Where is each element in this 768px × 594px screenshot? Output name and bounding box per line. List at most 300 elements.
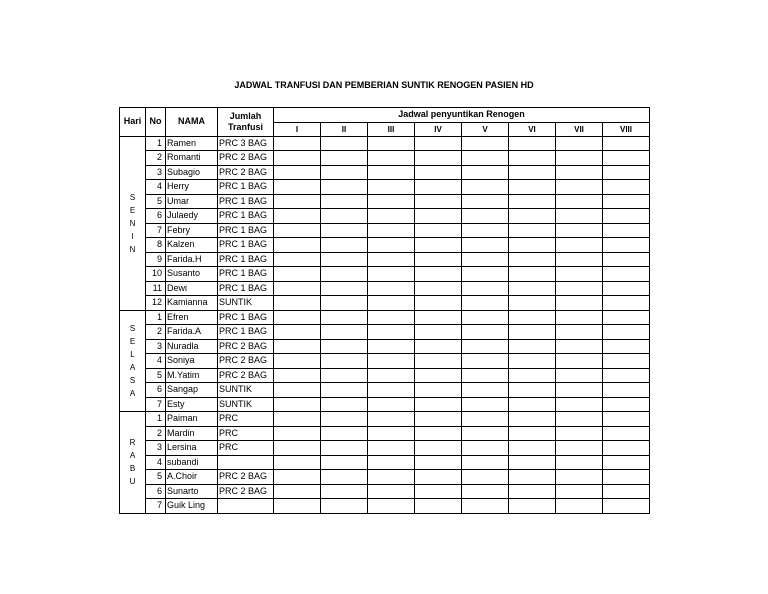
- schedule-cell[interactable]: [415, 412, 462, 427]
- schedule-cell[interactable]: [603, 339, 650, 354]
- schedule-cell[interactable]: [556, 339, 603, 354]
- schedule-cell[interactable]: [462, 499, 509, 514]
- transfusion-amount: SUNTIK: [218, 296, 274, 311]
- schedule-cell[interactable]: [603, 165, 650, 180]
- schedule-cell[interactable]: [603, 470, 650, 485]
- row-number: 3: [146, 165, 166, 180]
- schedule-cell[interactable]: [415, 209, 462, 224]
- table-row: [120, 151, 650, 166]
- schedule-cell[interactable]: [603, 194, 650, 209]
- schedule-cell[interactable]: [274, 397, 321, 412]
- table-row: [120, 180, 650, 195]
- header-roman-3: III: [368, 122, 415, 136]
- schedule-table: [119, 107, 650, 514]
- schedule-cell[interactable]: [321, 151, 368, 166]
- transfusion-amount: PRC 1 BAG: [218, 267, 274, 282]
- schedule-cell[interactable]: [368, 412, 415, 427]
- transfusion-amount: PRC 2 BAG: [218, 165, 274, 180]
- schedule-cell[interactable]: [603, 310, 650, 325]
- schedule-cell[interactable]: [509, 339, 556, 354]
- patient-name: Mardin: [166, 426, 218, 441]
- schedule-cell[interactable]: [509, 223, 556, 238]
- transfusion-amount: PRC 1 BAG: [218, 223, 274, 238]
- day-letter: S: [129, 192, 136, 202]
- schedule-cell[interactable]: [368, 136, 415, 151]
- schedule-cell[interactable]: [556, 455, 603, 470]
- schedule-cell[interactable]: [415, 296, 462, 311]
- schedule-cell[interactable]: [462, 223, 509, 238]
- transfusion-amount: PRC 3 BAG: [218, 136, 274, 151]
- schedule-cell[interactable]: [415, 484, 462, 499]
- transfusion-amount: PRC: [218, 412, 274, 427]
- row-number: 1: [146, 136, 166, 151]
- table-row: [120, 484, 650, 499]
- schedule-cell[interactable]: [556, 281, 603, 296]
- schedule-cell[interactable]: [415, 383, 462, 398]
- schedule-cell[interactable]: [462, 325, 509, 340]
- schedule-cell[interactable]: [274, 267, 321, 282]
- schedule-cell[interactable]: [321, 484, 368, 499]
- row-number: 6: [146, 209, 166, 224]
- schedule-cell[interactable]: [556, 267, 603, 282]
- header-jumlah-line1: Jumlah: [229, 110, 262, 121]
- schedule-cell[interactable]: [321, 180, 368, 195]
- row-number: 12: [146, 296, 166, 311]
- schedule-cell[interactable]: [274, 281, 321, 296]
- schedule-cell[interactable]: [509, 412, 556, 427]
- patient-name: Lersina: [166, 441, 218, 456]
- schedule-cell[interactable]: [509, 397, 556, 412]
- row-number: 5: [146, 368, 166, 383]
- transfusion-amount: PRC 2 BAG: [218, 354, 274, 369]
- schedule-cell[interactable]: [321, 426, 368, 441]
- schedule-cell[interactable]: [321, 412, 368, 427]
- schedule-cell[interactable]: [556, 136, 603, 151]
- schedule-cell[interactable]: [603, 368, 650, 383]
- schedule-cell[interactable]: [462, 383, 509, 398]
- schedule-cell[interactable]: [415, 223, 462, 238]
- schedule-cell[interactable]: [368, 426, 415, 441]
- row-number: 2: [146, 325, 166, 340]
- schedule-cell[interactable]: [603, 180, 650, 195]
- patient-name: Sunarto: [166, 484, 218, 499]
- schedule-cell[interactable]: [509, 165, 556, 180]
- schedule-cell[interactable]: [509, 368, 556, 383]
- schedule-cell[interactable]: [415, 252, 462, 267]
- transfusion-amount: [218, 455, 274, 470]
- schedule-cell[interactable]: [368, 339, 415, 354]
- schedule-cell[interactable]: [415, 455, 462, 470]
- schedule-cell[interactable]: [556, 368, 603, 383]
- day-label: [120, 136, 146, 310]
- schedule-cell[interactable]: [321, 223, 368, 238]
- schedule-cell[interactable]: [274, 296, 321, 311]
- schedule-cell[interactable]: [462, 339, 509, 354]
- schedule-cell[interactable]: [274, 325, 321, 340]
- schedule-cell[interactable]: [603, 296, 650, 311]
- schedule-cell[interactable]: [556, 412, 603, 427]
- schedule-cell[interactable]: [462, 426, 509, 441]
- schedule-cell[interactable]: [509, 310, 556, 325]
- schedule-cell[interactable]: [415, 354, 462, 369]
- table-row: [120, 296, 650, 311]
- header-jadwal: Jadwal penyuntikan Renogen: [274, 108, 650, 123]
- schedule-cell[interactable]: [556, 325, 603, 340]
- schedule-cell[interactable]: [603, 151, 650, 166]
- schedule-cell[interactable]: [415, 310, 462, 325]
- schedule-cell[interactable]: [368, 223, 415, 238]
- schedule-cell[interactable]: [462, 368, 509, 383]
- schedule-cell[interactable]: [462, 281, 509, 296]
- row-number: 2: [146, 151, 166, 166]
- schedule-cell[interactable]: [321, 441, 368, 456]
- schedule-cell[interactable]: [509, 252, 556, 267]
- schedule-cell[interactable]: [368, 281, 415, 296]
- header-row: [120, 108, 650, 123]
- schedule-cell[interactable]: [274, 310, 321, 325]
- schedule-cell[interactable]: [415, 238, 462, 253]
- schedule-cell[interactable]: [274, 383, 321, 398]
- schedule-cell[interactable]: [509, 383, 556, 398]
- schedule-cell[interactable]: [415, 165, 462, 180]
- schedule-cell[interactable]: [368, 499, 415, 514]
- table-row: [120, 136, 650, 151]
- schedule-cell[interactable]: [368, 484, 415, 499]
- schedule-cell[interactable]: [274, 441, 321, 456]
- row-number: 6: [146, 383, 166, 398]
- schedule-cell[interactable]: [603, 252, 650, 267]
- schedule-cell[interactable]: [368, 180, 415, 195]
- schedule-cell[interactable]: [462, 252, 509, 267]
- schedule-cell[interactable]: [462, 296, 509, 311]
- day-label: [120, 412, 146, 514]
- schedule-cell[interactable]: [415, 180, 462, 195]
- patient-name: Paiman: [166, 412, 218, 427]
- table-row: [120, 470, 650, 485]
- schedule-cell[interactable]: [274, 238, 321, 253]
- schedule-cell[interactable]: [556, 383, 603, 398]
- schedule-cell[interactable]: [321, 354, 368, 369]
- schedule-cell[interactable]: [368, 151, 415, 166]
- schedule-cell[interactable]: [415, 281, 462, 296]
- schedule-cell[interactable]: [603, 209, 650, 224]
- schedule-cell[interactable]: [274, 252, 321, 267]
- schedule-cell[interactable]: [556, 252, 603, 267]
- transfusion-amount: PRC 1 BAG: [218, 209, 274, 224]
- patient-name: Umar: [166, 194, 218, 209]
- schedule-cell[interactable]: [509, 136, 556, 151]
- schedule-cell[interactable]: [321, 136, 368, 151]
- schedule-cell[interactable]: [556, 209, 603, 224]
- patient-name: Efren: [166, 310, 218, 325]
- transfusion-amount: PRC 1 BAG: [218, 310, 274, 325]
- schedule-cell[interactable]: [509, 354, 556, 369]
- row-number: 10: [146, 267, 166, 282]
- schedule-cell[interactable]: [462, 412, 509, 427]
- schedule-cell[interactable]: [321, 499, 368, 514]
- day-letter: R: [129, 438, 136, 448]
- schedule-cell[interactable]: [368, 194, 415, 209]
- schedule-cell[interactable]: [274, 368, 321, 383]
- table-row: [120, 354, 650, 369]
- row-number: 4: [146, 354, 166, 369]
- schedule-cell[interactable]: [603, 238, 650, 253]
- day-letter: A: [129, 451, 136, 461]
- schedule-cell[interactable]: [462, 310, 509, 325]
- schedule-cell[interactable]: [415, 441, 462, 456]
- schedule-cell[interactable]: [509, 455, 556, 470]
- schedule-cell[interactable]: [274, 484, 321, 499]
- schedule-cell[interactable]: [603, 223, 650, 238]
- table-row: [120, 310, 650, 325]
- schedule-cell[interactable]: [415, 426, 462, 441]
- schedule-cell[interactable]: [556, 194, 603, 209]
- schedule-cell[interactable]: [321, 194, 368, 209]
- schedule-cell[interactable]: [509, 238, 556, 253]
- schedule-cell[interactable]: [368, 383, 415, 398]
- schedule-cell[interactable]: [509, 194, 556, 209]
- schedule-cell[interactable]: [274, 426, 321, 441]
- schedule-cell[interactable]: [368, 267, 415, 282]
- schedule-cell[interactable]: [274, 412, 321, 427]
- schedule-cell[interactable]: [509, 281, 556, 296]
- transfusion-amount: SUNTIK: [218, 397, 274, 412]
- table-row: [120, 209, 650, 224]
- schedule-cell[interactable]: [321, 267, 368, 282]
- schedule-cell[interactable]: [603, 383, 650, 398]
- transfusion-amount: PRC 2 BAG: [218, 484, 274, 499]
- schedule-cell[interactable]: [603, 412, 650, 427]
- table-row: [120, 397, 650, 412]
- schedule-cell[interactable]: [368, 397, 415, 412]
- schedule-cell[interactable]: [462, 484, 509, 499]
- day-letter: A: [129, 362, 136, 372]
- header-roman-6: VI: [509, 122, 556, 136]
- schedule-cell[interactable]: [321, 252, 368, 267]
- schedule-cell[interactable]: [415, 499, 462, 514]
- schedule-cell[interactable]: [274, 209, 321, 224]
- schedule-cell[interactable]: [274, 470, 321, 485]
- header-nama: NAMA: [166, 108, 218, 137]
- schedule-cell[interactable]: [368, 296, 415, 311]
- schedule-cell[interactable]: [368, 470, 415, 485]
- table-row: [120, 223, 650, 238]
- schedule-cell[interactable]: [274, 194, 321, 209]
- schedule-cell[interactable]: [274, 223, 321, 238]
- schedule-cell[interactable]: [603, 455, 650, 470]
- row-number: 1: [146, 310, 166, 325]
- schedule-cell[interactable]: [321, 310, 368, 325]
- transfusion-amount: PRC 1 BAG: [218, 325, 274, 340]
- schedule-cell[interactable]: [321, 165, 368, 180]
- schedule-cell[interactable]: [321, 281, 368, 296]
- transfusion-amount: PRC 1 BAG: [218, 180, 274, 195]
- schedule-cell[interactable]: [368, 354, 415, 369]
- schedule-cell[interactable]: [556, 180, 603, 195]
- schedule-cell[interactable]: [321, 238, 368, 253]
- table-row: [120, 281, 650, 296]
- schedule-cell[interactable]: [415, 325, 462, 340]
- schedule-cell[interactable]: [556, 499, 603, 514]
- schedule-cell[interactable]: [462, 165, 509, 180]
- schedule-cell[interactable]: [603, 136, 650, 151]
- schedule-cell[interactable]: [321, 397, 368, 412]
- schedule-cell[interactable]: [556, 238, 603, 253]
- transfusion-amount: PRC: [218, 441, 274, 456]
- schedule-cell[interactable]: [274, 339, 321, 354]
- transfusion-amount: PRC 2 BAG: [218, 368, 274, 383]
- schedule-cell[interactable]: [509, 180, 556, 195]
- row-number: 5: [146, 470, 166, 485]
- schedule-cell[interactable]: [603, 354, 650, 369]
- table-row: [120, 499, 650, 514]
- row-number: 9: [146, 252, 166, 267]
- schedule-cell[interactable]: [462, 455, 509, 470]
- schedule-cell[interactable]: [321, 368, 368, 383]
- schedule-cell[interactable]: [603, 397, 650, 412]
- schedule-cell[interactable]: [415, 151, 462, 166]
- schedule-cell[interactable]: [368, 441, 415, 456]
- schedule-cell[interactable]: [274, 499, 321, 514]
- schedule-cell[interactable]: [368, 252, 415, 267]
- day-letter: B: [129, 464, 136, 474]
- schedule-cell[interactable]: [509, 267, 556, 282]
- schedule-cell[interactable]: [509, 296, 556, 311]
- patient-name: Dewi: [166, 281, 218, 296]
- schedule-cell[interactable]: [556, 296, 603, 311]
- schedule-cell[interactable]: [321, 383, 368, 398]
- schedule-cell[interactable]: [274, 165, 321, 180]
- patient-name: Febry: [166, 223, 218, 238]
- schedule-cell[interactable]: [462, 397, 509, 412]
- schedule-cell[interactable]: [509, 325, 556, 340]
- schedule-cell[interactable]: [509, 426, 556, 441]
- schedule-cell[interactable]: [321, 455, 368, 470]
- schedule-cell[interactable]: [462, 209, 509, 224]
- table-row: [120, 412, 650, 427]
- schedule-cell[interactable]: [274, 354, 321, 369]
- schedule-cell[interactable]: [556, 397, 603, 412]
- schedule-cell[interactable]: [556, 165, 603, 180]
- table-row: [120, 426, 650, 441]
- transfusion-amount: PRC 2 BAG: [218, 151, 274, 166]
- schedule-cell[interactable]: [462, 441, 509, 456]
- transfusion-amount: [218, 499, 274, 514]
- schedule-cell[interactable]: [462, 180, 509, 195]
- table-row: [120, 339, 650, 354]
- patient-name: Romanti: [166, 151, 218, 166]
- day-letter: I: [131, 231, 134, 241]
- schedule-cell[interactable]: [462, 194, 509, 209]
- row-number: 3: [146, 339, 166, 354]
- row-number: 7: [146, 223, 166, 238]
- schedule-cell[interactable]: [321, 325, 368, 340]
- patient-name: Subagio: [166, 165, 218, 180]
- header-roman-8: VIII: [603, 122, 650, 136]
- schedule-cell[interactable]: [509, 441, 556, 456]
- transfusion-amount: PRC 1 BAG: [218, 281, 274, 296]
- patient-name: subandi: [166, 455, 218, 470]
- schedule-cell[interactable]: [556, 151, 603, 166]
- schedule-cell[interactable]: [603, 281, 650, 296]
- schedule-cell[interactable]: [556, 310, 603, 325]
- schedule-cell[interactable]: [556, 426, 603, 441]
- transfusion-amount: SUNTIK: [218, 383, 274, 398]
- schedule-cell[interactable]: [321, 209, 368, 224]
- row-number: 7: [146, 397, 166, 412]
- schedule-cell[interactable]: [509, 209, 556, 224]
- schedule-cell[interactable]: [274, 136, 321, 151]
- table-row: [120, 383, 650, 398]
- schedule-cell[interactable]: [368, 165, 415, 180]
- schedule-cell[interactable]: [556, 484, 603, 499]
- schedule-cell[interactable]: [415, 194, 462, 209]
- day-letter: E: [129, 336, 136, 346]
- schedule-cell[interactable]: [603, 325, 650, 340]
- schedule-cell[interactable]: [462, 470, 509, 485]
- schedule-cell[interactable]: [321, 470, 368, 485]
- schedule-cell[interactable]: [462, 238, 509, 253]
- schedule-cell[interactable]: [415, 267, 462, 282]
- table-row: [120, 325, 650, 340]
- schedule-cell[interactable]: [368, 238, 415, 253]
- schedule-cell[interactable]: [368, 368, 415, 383]
- schedule-cell[interactable]: [556, 470, 603, 485]
- schedule-cell[interactable]: [603, 499, 650, 514]
- schedule-cell[interactable]: [556, 223, 603, 238]
- schedule-cell[interactable]: [556, 441, 603, 456]
- schedule-cell[interactable]: [368, 325, 415, 340]
- schedule-cell[interactable]: [368, 310, 415, 325]
- schedule-cell[interactable]: [274, 151, 321, 166]
- header-roman-5: V: [462, 122, 509, 136]
- schedule-cell[interactable]: [274, 180, 321, 195]
- schedule-cell[interactable]: [321, 296, 368, 311]
- schedule-cell[interactable]: [415, 470, 462, 485]
- schedule-cell[interactable]: [556, 354, 603, 369]
- schedule-cell[interactable]: [462, 267, 509, 282]
- schedule-cell[interactable]: [462, 354, 509, 369]
- day-letter: N: [129, 218, 136, 228]
- schedule-cell[interactable]: [274, 455, 321, 470]
- schedule-cell[interactable]: [603, 426, 650, 441]
- schedule-cell[interactable]: [368, 209, 415, 224]
- schedule-cell[interactable]: [603, 484, 650, 499]
- schedule-cell[interactable]: [603, 267, 650, 282]
- schedule-cell[interactable]: [415, 339, 462, 354]
- schedule-cell[interactable]: [509, 151, 556, 166]
- schedule-cell[interactable]: [462, 151, 509, 166]
- header-roman-1: I: [274, 122, 321, 136]
- header-jumlah-tranfusi: [218, 108, 274, 137]
- patient-name: Ramen: [166, 136, 218, 151]
- schedule-cell[interactable]: [415, 136, 462, 151]
- schedule-cell[interactable]: [603, 441, 650, 456]
- schedule-cell[interactable]: [415, 368, 462, 383]
- schedule-cell[interactable]: [462, 136, 509, 151]
- schedule-cell[interactable]: [415, 397, 462, 412]
- day-letter: E: [129, 205, 136, 215]
- schedule-cell[interactable]: [321, 339, 368, 354]
- day-letter: S: [129, 323, 136, 333]
- schedule-cell[interactable]: [509, 499, 556, 514]
- day-letter: L: [130, 349, 135, 359]
- schedule-cell[interactable]: [509, 484, 556, 499]
- transfusion-amount: PRC 1 BAG: [218, 252, 274, 267]
- schedule-cell[interactable]: [368, 455, 415, 470]
- day-letter: A: [129, 388, 136, 398]
- schedule-cell[interactable]: [509, 470, 556, 485]
